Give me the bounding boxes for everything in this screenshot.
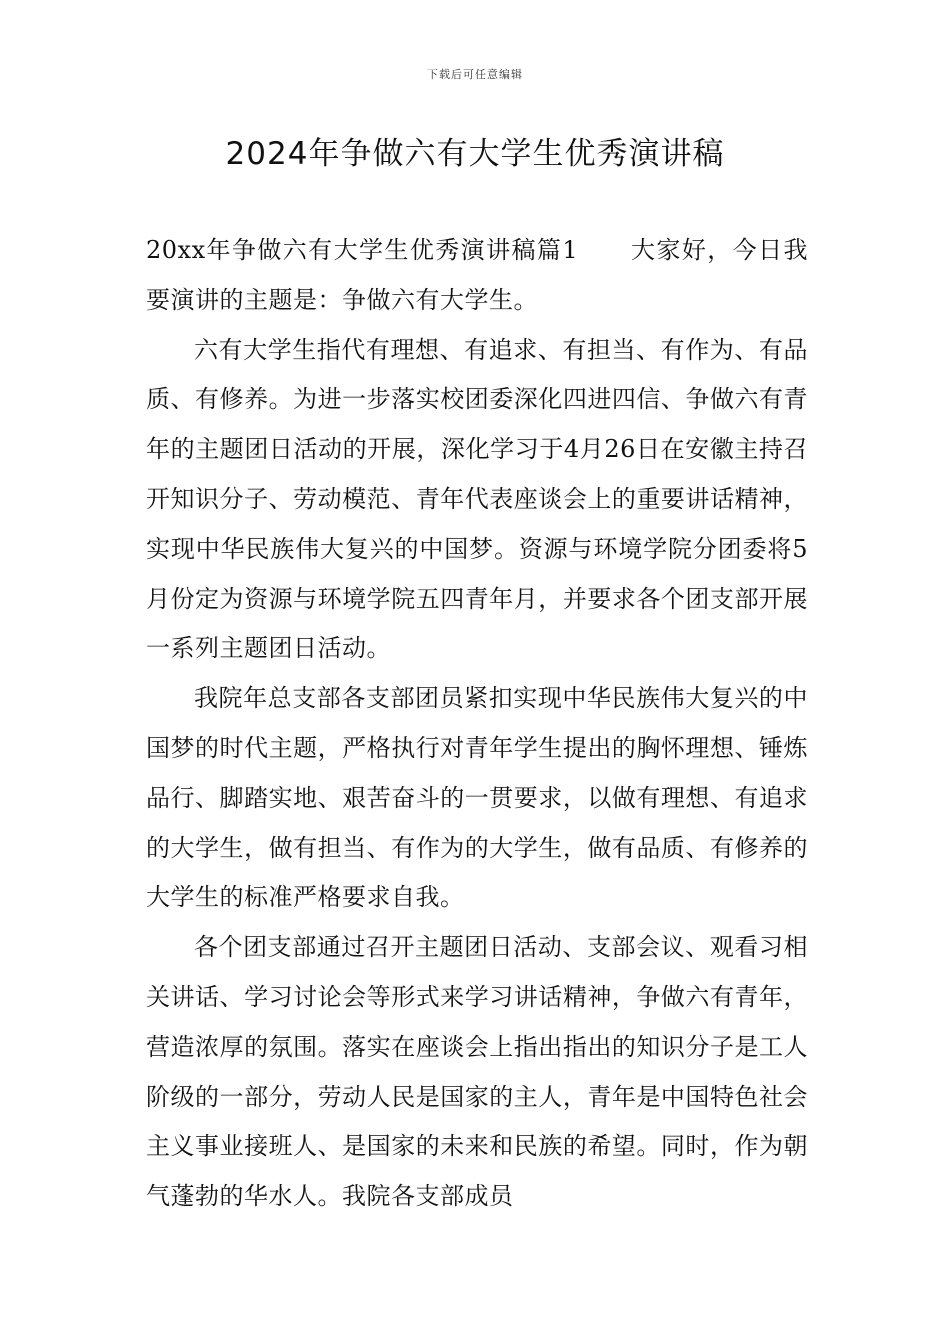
document-body xyxy=(146,226,808,1222)
header-note: 下载后可任意编辑 xyxy=(427,68,523,81)
document-title: 2024年争做六有大学生优秀演讲稿 xyxy=(225,136,725,172)
intro-text: 大家好，今日我要演讲的主题是：争做六有大学生。 xyxy=(146,236,808,314)
intro-paragraph xyxy=(146,226,808,326)
body-paragraph-1: 六有大学生指代有理想、有追求、有担当、有作为、有品质、有修养。为进一步落实校团委深化四进四信、争做六有青年的主题团日活动的开展，深化学习于4月26日在安徽主持召开知识分子、劳动模范、青年代表座谈会上的重要讲话精神，实现中华民族伟大复兴的中国梦。资源与环境学院分团委将5月份定为资源与环境学院五四青年月，并要求各个团支部开展一系列主题团日活动。 xyxy=(146,335,808,663)
body-paragraph-3: 各个团支部通过召开主题团日活动、支部会议、观看习相关讲话、学习讨论会等形式来学习讲话精神，争做六有青年，营造浓厚的氛围。落实在座谈会上指出指出的知识分子是工人阶级的一部分，劳动人民是国家的主人，青年是中国特色社会主义事业接班人、是国家的未来和民族的希望。同时，作为朝气蓬勃的华水人。我院各支部成员 xyxy=(146,933,808,1211)
body-paragraph-2: 我院年总支部各支部团员紧扣实现中华民族伟大复兴的中国梦的时代主题，严格执行对青年学生提出的胸怀理想、锤炼品行、脚踏实地、艰苦奋斗的一贯要求，以做有理想、有追求的大学生，做有担当、有作为的大学生，做有品质、有修养的大学生的标准严格要求自我。 xyxy=(146,684,808,912)
intro-heading: 20xx年争做六有大学生优秀演讲稿篇1 xyxy=(146,236,579,264)
